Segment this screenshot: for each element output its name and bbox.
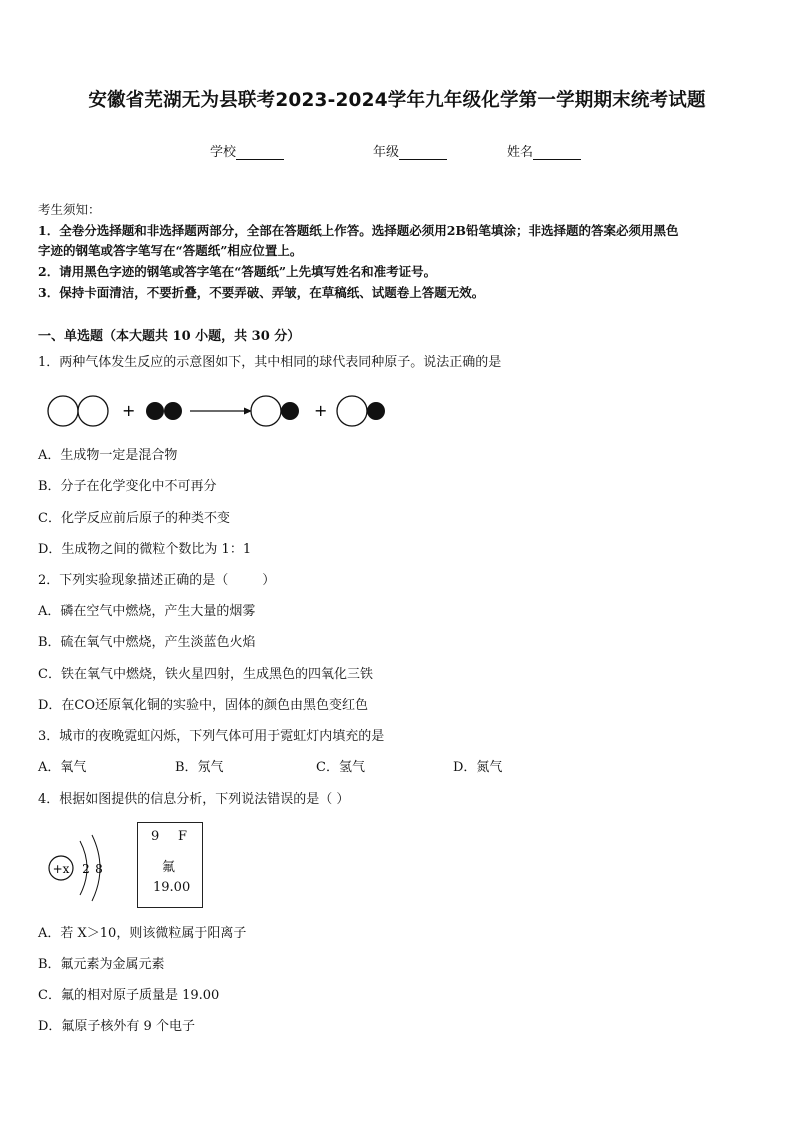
question-stem: 3．城市的夜晚霓虹闪烁，下列气体可用于霓虹灯内填充的是 [38,729,385,744]
white-atom [48,396,78,426]
question-stem-text: 2．下列实验现象描述正确的是（ [38,573,229,588]
white-atom [251,396,281,426]
option-c[interactable]: C．铁在氧气中燃烧，铁火星四射，生成黑色的四氧化三铁 [38,667,373,682]
atomic-mass: 19.00 [153,880,191,895]
name-label: 姓名 [507,145,534,160]
notice-heading: 考生须知： [38,202,101,217]
reaction-arrow [190,408,252,415]
element-card [137,822,203,908]
school-field[interactable] [210,141,284,160]
question-stem-bracket: ） [262,573,276,588]
option-a[interactable]: A．若 X＞10，则该微粒属于阳离子 [38,926,247,941]
nucleus-charge: +x [52,862,70,876]
product-molecule [337,396,385,426]
option-b[interactable]: B．分子在化学变化中不可再分 [38,479,217,494]
reactant-molecule-white [48,396,108,426]
grade-blank[interactable] [399,145,447,160]
section-heading: 一、单选题（本大题共 10 小题，共 30 分） [38,329,301,344]
reaction-diagram [40,392,400,432]
product-molecule [251,396,299,426]
black-atom [367,402,385,420]
white-atom [78,396,108,426]
question-stem: 1．两种气体发生反应的示意图如下，其中相同的球代表同种原子。说法正确的是 [38,355,502,370]
element-symbol: F [178,829,188,844]
grade-field[interactable] [373,141,447,160]
option-b[interactable]: B．硫在氧气中燃烧，产生淡蓝色火焰 [38,635,256,650]
page-title: 安徽省芜湖无为县联考2023-2024学年九年级化学第一学期期末统考试题 [88,90,706,111]
option-a[interactable]: A．生成物一定是混合物 [38,448,178,463]
notice-item: 字迹的钢笔或答字笔写在“答题纸”相应位置上。 [38,243,303,258]
element-name: 氟 [162,860,176,875]
notice-item: 2．请用黑色字迹的钢笔或答字笔在“答题纸”上先填写姓名和准考证号。 [38,264,437,279]
name-field[interactable] [507,141,581,160]
shell-1-electrons: 2 [82,862,90,876]
shell-2-electrons: 8 [95,862,103,876]
grade-label: 年级 [373,145,400,160]
school-blank[interactable] [236,145,284,160]
option-b[interactable]: B．氟元素为金属元素 [38,957,165,972]
school-label: 学校 [210,145,237,160]
notice-item: 1．全卷分选择题和非选择题两部分，全部在答题纸上作答。选择题必须用2B铅笔填涂；非选择题的答案必须用黑色 [38,223,679,238]
question-stem [38,572,275,589]
option-c[interactable]: C．化学反应前后原子的种类不变 [38,511,230,526]
option-d[interactable]: D．在CO还原氧化铜的实验中，固体的颜色由黑色变红色 [38,698,369,713]
option-c[interactable]: C．氟的相对原子质量是 19.00 [38,988,220,1003]
atomic-structure-diagram [44,829,116,907]
black-atom [281,402,299,420]
option-c[interactable]: C．氢气 [316,760,365,775]
option-a[interactable]: A．磷在空气中燃烧，产生大量的烟雾 [38,604,256,619]
atomic-number: 9 [151,829,160,844]
reactant-molecule-black [146,402,182,420]
plus-sign: + [314,401,328,420]
question-stem: 4．根据如图提供的信息分析，下列说法错误的是（ ） [38,792,350,807]
option-d[interactable]: D．氟原子核外有 9 个电子 [38,1019,195,1034]
white-atom [337,396,367,426]
plus-sign: + [122,401,136,420]
name-blank[interactable] [533,145,581,160]
option-a[interactable]: A．氧气 [38,760,87,775]
notice-item: 3．保持卡面清洁，不要折叠，不要弄破、弄皱，在草稿纸、试题卷上答题无效。 [38,285,485,300]
option-d[interactable]: D．生成物之间的微粒个数比为 1：1 [38,542,252,557]
option-d[interactable]: D．氮气 [453,760,503,775]
black-atom [146,402,164,420]
black-atom [164,402,182,420]
option-b[interactable]: B．氖气 [175,760,224,775]
